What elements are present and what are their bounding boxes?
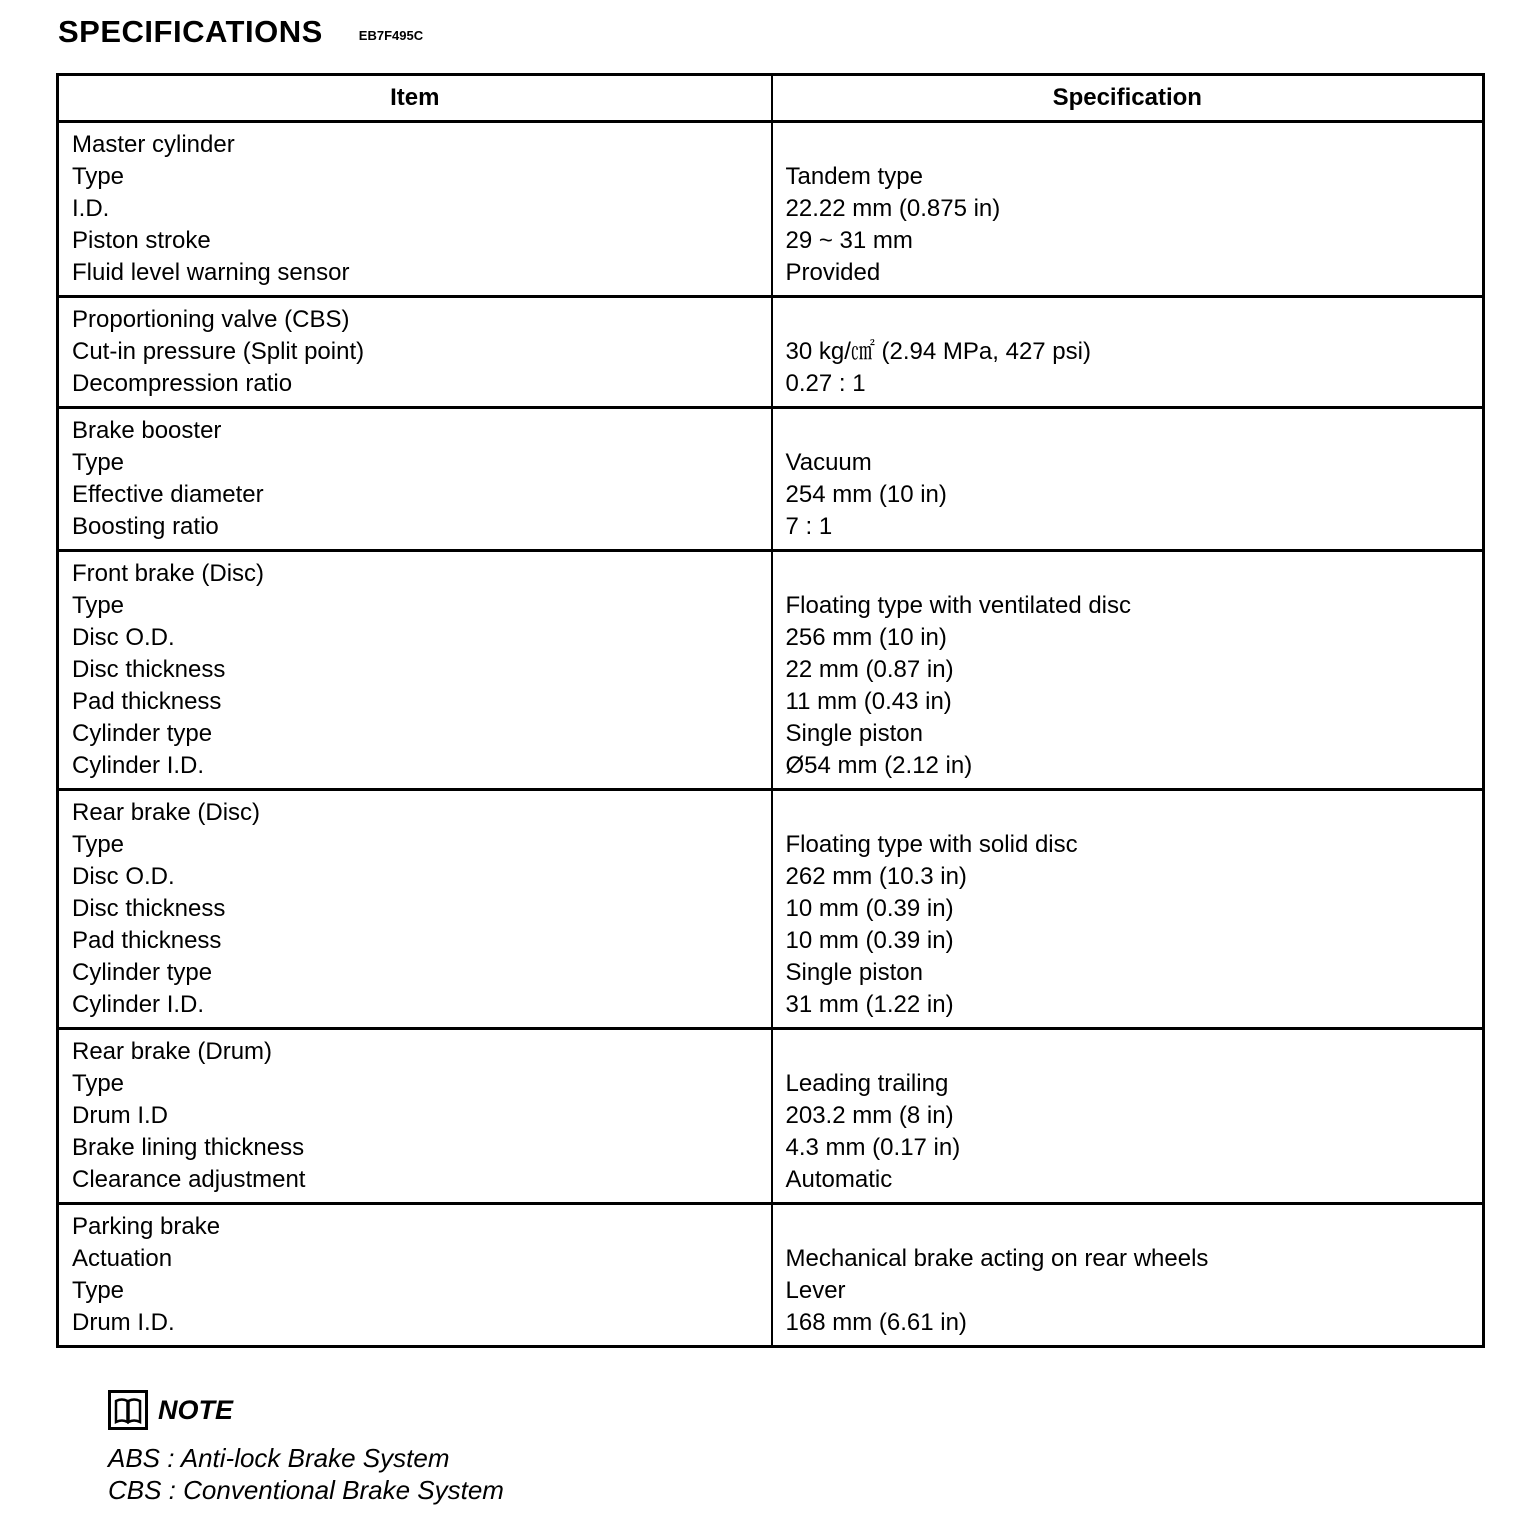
item-cell bbox=[58, 122, 772, 297]
item-label: Brake lining thickness bbox=[72, 1134, 305, 1161]
item-label: Cylinder I.D. bbox=[72, 991, 205, 1018]
spacer bbox=[786, 558, 1471, 590]
item-label: Type bbox=[72, 449, 125, 476]
specification-cell bbox=[772, 408, 1484, 551]
specification-cell bbox=[772, 122, 1484, 297]
spacer bbox=[786, 304, 1471, 336]
group-heading: Brake booster bbox=[72, 417, 222, 444]
spec-value: Mechanical brake acting on rear wheels bbox=[785, 1245, 1209, 1272]
spec-value: 256 mm (10 in) bbox=[785, 624, 947, 651]
item-label: Clearance adjustment bbox=[72, 1166, 306, 1193]
item-label: Piston stroke bbox=[72, 227, 211, 254]
item-label: Actuation bbox=[72, 1245, 173, 1272]
specification-cell bbox=[772, 297, 1484, 408]
item-label: Disc O.D. bbox=[72, 624, 175, 651]
note-line: ABS : Anti-lock Brake System bbox=[108, 1443, 450, 1473]
group-heading: Proportioning valve (CBS) bbox=[72, 306, 350, 333]
spacer bbox=[786, 797, 1471, 829]
item-label: Cylinder type bbox=[72, 959, 213, 986]
spec-value: 254 mm (10 in) bbox=[785, 481, 947, 508]
item-label: Type bbox=[72, 831, 125, 858]
group-heading: Rear brake (Disc) bbox=[72, 799, 261, 826]
spec-value: 10 mm (0.39 in) bbox=[785, 927, 954, 954]
spec-value: Ø54 mm (2.12 in) bbox=[785, 752, 973, 779]
item-label: Type bbox=[72, 1070, 125, 1097]
spec-value: Floating type with ventilated disc bbox=[785, 592, 1132, 619]
item-label: I.D. bbox=[72, 195, 110, 222]
specification-cell bbox=[772, 1029, 1484, 1204]
item-cell bbox=[58, 408, 772, 551]
spec-value: Floating type with solid disc bbox=[785, 831, 1078, 858]
document-code: EB7F495C bbox=[358, 28, 424, 43]
item-label: Disc thickness bbox=[72, 656, 226, 683]
page-title: SPECIFICATIONS bbox=[58, 14, 323, 49]
spec-value: 22.22 mm (0.875 in) bbox=[785, 195, 1001, 222]
item-label: Effective diameter bbox=[72, 481, 264, 508]
spec-value: Single piston bbox=[785, 959, 923, 986]
item-cell bbox=[58, 551, 772, 790]
page-header bbox=[58, 14, 423, 50]
spec-group-row bbox=[58, 1029, 1484, 1204]
spec-group-row bbox=[58, 122, 1484, 297]
spec-value: 262 mm (10.3 in) bbox=[785, 863, 967, 890]
spec-group-row bbox=[58, 297, 1484, 408]
specifications-table bbox=[56, 73, 1485, 1348]
spec-value: 0.27 : 1 bbox=[785, 370, 866, 397]
spec-value: 10 mm (0.39 in) bbox=[785, 895, 954, 922]
group-heading: Master cylinder bbox=[72, 131, 235, 158]
group-heading: Front brake (Disc) bbox=[72, 560, 265, 587]
spec-value: 30 kg/㎠ (2.94 MPa, 427 psi) bbox=[785, 338, 1091, 365]
column-header-item: Item bbox=[58, 75, 772, 122]
spec-value: 7 : 1 bbox=[785, 513, 833, 540]
column-header-specification: Specification bbox=[772, 75, 1484, 122]
item-label: Disc thickness bbox=[72, 895, 226, 922]
spec-value: Lever bbox=[785, 1277, 846, 1304]
table-header-row bbox=[58, 75, 1484, 122]
spec-group-row bbox=[58, 1204, 1484, 1347]
note-header bbox=[108, 1390, 504, 1430]
spec-value: Leading trailing bbox=[785, 1070, 949, 1097]
note-section bbox=[108, 1390, 504, 1506]
spec-value: Tandem type bbox=[785, 163, 923, 190]
spec-value: 22 mm (0.87 in) bbox=[785, 656, 954, 683]
spec-value: 203.2 mm (8 in) bbox=[785, 1102, 954, 1129]
item-label: Decompression ratio bbox=[72, 370, 293, 397]
spec-value: Single piston bbox=[785, 720, 923, 747]
item-label: Cylinder type bbox=[72, 720, 213, 747]
specification-cell bbox=[772, 790, 1484, 1029]
book-icon bbox=[108, 1390, 148, 1430]
item-label: Type bbox=[72, 163, 125, 190]
table-body bbox=[58, 122, 1484, 1347]
item-label: Disc O.D. bbox=[72, 863, 175, 890]
spec-value: Automatic bbox=[785, 1166, 893, 1193]
spacer bbox=[786, 1211, 1471, 1243]
item-label: Pad thickness bbox=[72, 927, 222, 954]
spec-value: 29 ~ 31 mm bbox=[785, 227, 913, 254]
spec-value: Vacuum bbox=[785, 449, 872, 476]
group-heading: Rear brake (Drum) bbox=[72, 1038, 273, 1065]
item-label: Pad thickness bbox=[72, 688, 222, 715]
item-label: Boosting ratio bbox=[72, 513, 219, 540]
spec-value: Provided bbox=[785, 259, 881, 286]
note-lines bbox=[108, 1442, 504, 1506]
spec-group-row bbox=[58, 408, 1484, 551]
spacer bbox=[786, 129, 1471, 161]
spec-group-row bbox=[58, 551, 1484, 790]
spacer bbox=[786, 415, 1471, 447]
spec-group-row bbox=[58, 790, 1484, 1029]
item-cell bbox=[58, 1029, 772, 1204]
item-label: Drum I.D. bbox=[72, 1309, 175, 1336]
note-line: CBS : Conventional Brake System bbox=[108, 1475, 504, 1505]
item-label: Type bbox=[72, 1277, 125, 1304]
note-label: NOTE bbox=[158, 1394, 234, 1425]
item-label: Cylinder I.D. bbox=[72, 752, 205, 779]
item-label: Type bbox=[72, 592, 125, 619]
item-label: Fluid level warning sensor bbox=[72, 259, 350, 286]
item-cell bbox=[58, 1204, 772, 1347]
item-label: Cut-in pressure (Split point) bbox=[72, 338, 365, 365]
spec-value: 4.3 mm (0.17 in) bbox=[785, 1134, 961, 1161]
spacer bbox=[786, 1036, 1471, 1068]
item-cell bbox=[58, 297, 772, 408]
spec-value: 31 mm (1.22 in) bbox=[785, 991, 954, 1018]
specification-cell bbox=[772, 551, 1484, 790]
item-cell bbox=[58, 790, 772, 1029]
spec-value: 168 mm (6.61 in) bbox=[785, 1309, 967, 1336]
group-heading: Parking brake bbox=[72, 1213, 221, 1240]
specification-cell bbox=[772, 1204, 1484, 1347]
item-label: Drum I.D bbox=[72, 1102, 168, 1129]
spec-value: 11 mm (0.43 in) bbox=[785, 688, 952, 715]
